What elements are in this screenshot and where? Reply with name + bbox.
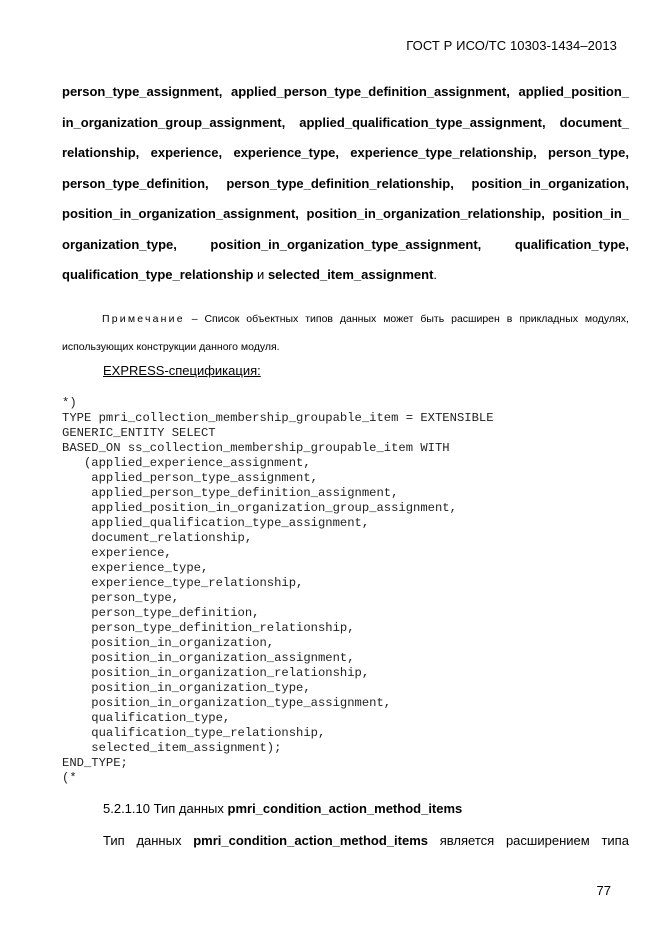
paragraph-line xyxy=(62,77,629,108)
term: experience, xyxy=(150,145,223,160)
term: organization_type, xyxy=(62,236,177,252)
word: расширением xyxy=(505,833,590,848)
word: Тип xyxy=(103,833,125,848)
main-paragraph xyxy=(62,77,629,291)
note-word: объектных xyxy=(246,313,299,325)
section-number: 5.2.1.10 Тип данных xyxy=(103,801,228,816)
express-code-block: *) TYPE pmri_collection_membership_groupable_item = EXTENSIBLE GENERIC_ENTITY SELECT BASED_ON ss_collection_membership_groupable_item WITH (applied_experience_assignment, applied_person_type_assignment, applied_person_type_definition_assignment, applied_position_in_organization_group_assignment, applied_qualification_type_assignment, document_relationship, experience, experience_type, experience_type_relationship, person_type, person_type_definition, person_type_definition_relationship, position_in_organization, position_in_organization_assignment, position_in_organization_relationship, position_in_organization_type, position_in_organization_type_assignment, qualification_type, qualification_type_relationship, selected_item_assignment); END_TYPE; (* xyxy=(62,396,494,785)
term: position_in_organization, xyxy=(471,175,629,191)
type-name: pmri_condition_action_method_items xyxy=(193,833,428,848)
page-number: 77 xyxy=(596,883,611,898)
term: position_in_organization_type_assignment, xyxy=(210,236,482,252)
section-type-name: pmri_condition_action_method_items xyxy=(227,801,463,816)
note-word: расширен xyxy=(451,313,500,325)
document-header: ГОСТ Р ИСО/ТС 10303-1434–2013 xyxy=(406,38,617,53)
paragraph-line xyxy=(62,199,629,230)
term: experience_type, xyxy=(233,145,339,160)
note-word: данных xyxy=(339,313,377,325)
term: applied_position_ xyxy=(518,84,629,99)
term: position_in_organization_assignment, xyxy=(62,206,299,221)
note-word: может xyxy=(383,313,414,325)
term: experience_type_relationship, xyxy=(350,145,537,160)
term: position_in_ xyxy=(552,206,629,221)
note-word: быть xyxy=(420,313,445,325)
express-spec-title: EXPRESS-спецификация: xyxy=(103,363,261,378)
note-label: Примечание xyxy=(102,313,185,325)
term: person_type_assignment, xyxy=(62,84,223,99)
word: типа xyxy=(601,833,629,848)
paragraph-line xyxy=(62,260,629,291)
term: relationship, xyxy=(62,145,140,160)
note-word: в xyxy=(506,313,513,325)
term: qualification_type, xyxy=(514,236,629,252)
term: applied_qualification_type_assignment, xyxy=(299,114,546,130)
note-word: прикладных xyxy=(519,313,578,325)
body-text-line xyxy=(103,833,629,848)
note-block xyxy=(62,305,629,361)
term: in_organization_group_assignment, xyxy=(62,114,286,130)
term: position_in_organization_relationship, xyxy=(306,206,545,221)
note-word: модулях, xyxy=(584,313,629,325)
term: applied_person_type_definition_assignment, xyxy=(231,84,510,99)
term: qualification_type_relationship xyxy=(62,267,254,282)
word: является xyxy=(439,833,495,848)
term: person_type, xyxy=(548,145,629,160)
term: person_type_definition, xyxy=(62,175,209,191)
section-heading xyxy=(103,801,462,816)
note-line-2: использующих конструкции данного модуля. xyxy=(62,341,280,353)
period: . xyxy=(433,267,438,282)
note-line xyxy=(62,305,629,333)
note-word: Список xyxy=(204,313,240,325)
paragraph-line xyxy=(62,230,629,261)
term: selected_item_assignment xyxy=(267,267,434,282)
note-word: типов xyxy=(305,313,333,325)
note-word: – xyxy=(191,313,198,325)
term: person_type_definition_relationship, xyxy=(226,175,454,191)
paragraph-line xyxy=(62,108,629,139)
paragraph-line xyxy=(62,169,629,200)
term: document_ xyxy=(559,114,629,130)
paragraph-line xyxy=(62,138,629,169)
conjunction: и xyxy=(253,267,268,282)
word: данных xyxy=(136,833,182,848)
